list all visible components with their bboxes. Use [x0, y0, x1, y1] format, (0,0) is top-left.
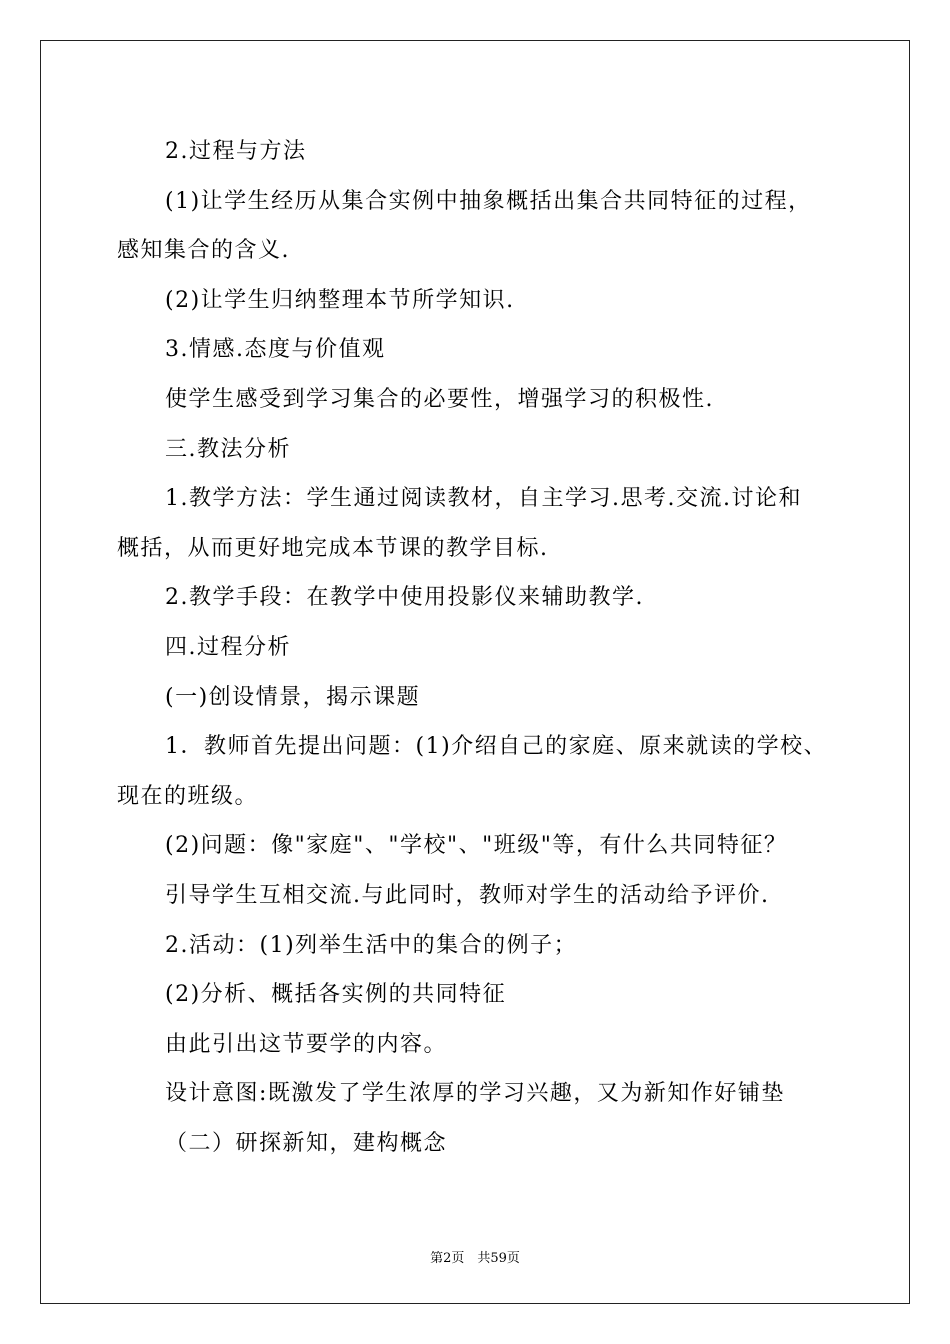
text-line: 使学生感受到学习集合的必要性，增强学习的积极性. — [165, 386, 714, 412]
text-line: 1.教学方法：学生通过阅读教材，自主学习.思考.交流.讨论和 — [165, 486, 802, 512]
section-heading: 三.教法分析 — [165, 436, 291, 462]
section-heading: 四.过程分析 — [165, 634, 291, 660]
text-line: 2.活动：(1)列举生活中的集合的例子； — [165, 932, 578, 958]
text-line: 概括，从而更好地完成本节课的教学目标. — [117, 535, 549, 561]
text-line: 2.教学手段：在教学中使用投影仪来辅助教学. — [165, 585, 644, 611]
text-line: 3.情感.态度与价值观 — [165, 337, 386, 363]
document-body — [117, 127, 837, 1168]
text-line: 感知集合的含义. — [117, 238, 290, 264]
subsection-heading: （二）研探新知，建构概念 — [165, 1130, 448, 1156]
text-line: (2)让学生归纳整理本节所学知识. — [165, 287, 515, 313]
page-number: 第2页 共59页 — [430, 1251, 520, 1266]
text-line: 设计意图:既激发了学生浓厚的学习兴趣，又为新知作好铺垫 — [165, 1081, 785, 1107]
text-line: 引导学生互相交流.与此同时，教师对学生的活动给予评价. — [165, 882, 770, 908]
text-line: 2.过程与方法 — [165, 139, 307, 164]
text-line: 现在的班级。 — [117, 783, 259, 809]
subsection-heading: (一)创设情景，揭示课题 — [165, 684, 421, 710]
text-line: (2)分析、概括各实例的共同特征 — [165, 982, 507, 1008]
text-line: (2)问题：像"家庭"、"学校"、"班级"等，有什么共同特征？ — [165, 833, 788, 859]
text-line: 由此引出这节要学的内容。 — [165, 1031, 448, 1057]
text-line: (1)让学生经历从集合实例中抽象概括出集合共同特征的过程， — [165, 188, 812, 214]
text-line: 1．教师首先提出问题：(1)介绍自己的家庭、原来就读的学校、 — [165, 734, 828, 760]
